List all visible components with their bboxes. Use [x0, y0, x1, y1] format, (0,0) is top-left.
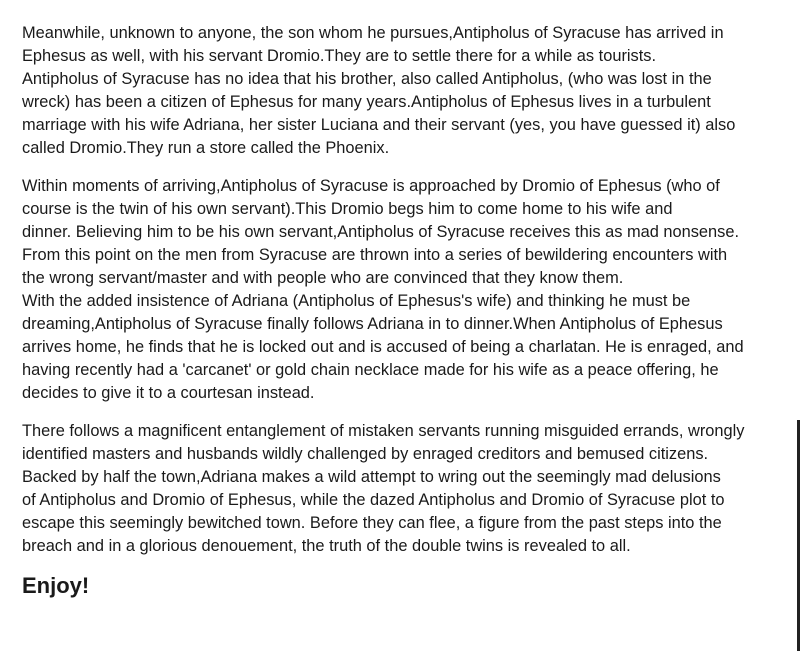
body-text — [22, 22, 792, 558]
text-line: dreaming,Antipholus of Syracuse finally follows Adriana in to dinner.When Antipholus of Ephesus — [22, 315, 723, 333]
text-line: identified masters and husbands wildly challenged by enraged creditors and bemused citizens. — [22, 445, 709, 463]
text-line: wreck) has been a citizen of Ephesus for many years.Antipholus of Ephesus lives in a turbulent — [22, 93, 711, 111]
text-line: Ephesus as well, with his servant Dromio.They are to settle there for a while as tourists. — [22, 47, 657, 65]
text-line: Meanwhile, unknown to anyone, the son whom he pursues,Antipholus of Syracuse has arrived in — [22, 24, 724, 42]
text-line: arrives home, he finds that he is locked out and is accused of being a charlatan. He is enraged, and — [22, 338, 744, 356]
text-line: Within moments of arriving,Antipholus of Syracuse is approached by Dromio of Ephesus (who of — [22, 177, 720, 195]
text-line: Antipholus of Syracuse has no idea that his brother, also called Antipholus, (who was lost in the — [22, 70, 712, 88]
paragraph — [22, 420, 792, 558]
text-line: marriage with his wife Adriana, her sister Luciana and their servant (yes, you have guessed it) also — [22, 116, 736, 134]
text-line: Backed by half the town,Adriana makes a wild attempt to wring out the seemingly mad delusions — [22, 468, 721, 486]
text-line: breach and in a glorious denouement, the truth of the double twins is revealed to all. — [22, 537, 631, 555]
text-line: decides to give it to a courtesan instead. — [22, 384, 315, 402]
paragraph — [22, 175, 792, 405]
document-page — [22, 22, 792, 599]
text-line: the wrong servant/master and with people who are convinced that they know them. — [22, 269, 624, 287]
closing-text: Enjoy! — [22, 573, 90, 598]
text-line: course is the twin of his own servant).This Dromio begs him to come home to his wife and — [22, 200, 673, 218]
text-line: called Dromio.They run a store called the Phoenix. — [22, 139, 390, 157]
text-line: escape this seemingly bewitched town. Before they can flee, a figure from the past steps into the — [22, 514, 722, 532]
text-line: There follows a magnificent entanglement of mistaken servants running misguided errands, wrongly — [22, 422, 745, 440]
text-line: With the added insistence of Adriana (Antipholus of Ephesus's wife) and thinking he must be — [22, 292, 691, 310]
text-line: of Antipholus and Dromio of Ephesus, while the dazed Antipholus and Dromio of Syracuse plot to — [22, 491, 725, 509]
paragraph — [22, 22, 792, 160]
text-line: having recently had a 'carcanet' or gold chain necklace made for his wife as a peace offering, he — [22, 361, 719, 379]
text-line: From this point on the men from Syracuse are thrown into a series of bewildering encounters with — [22, 246, 728, 264]
text-line: dinner. Believing him to be his own servant,Antipholus of Syracuse receives this as mad nonsense. — [22, 223, 740, 241]
